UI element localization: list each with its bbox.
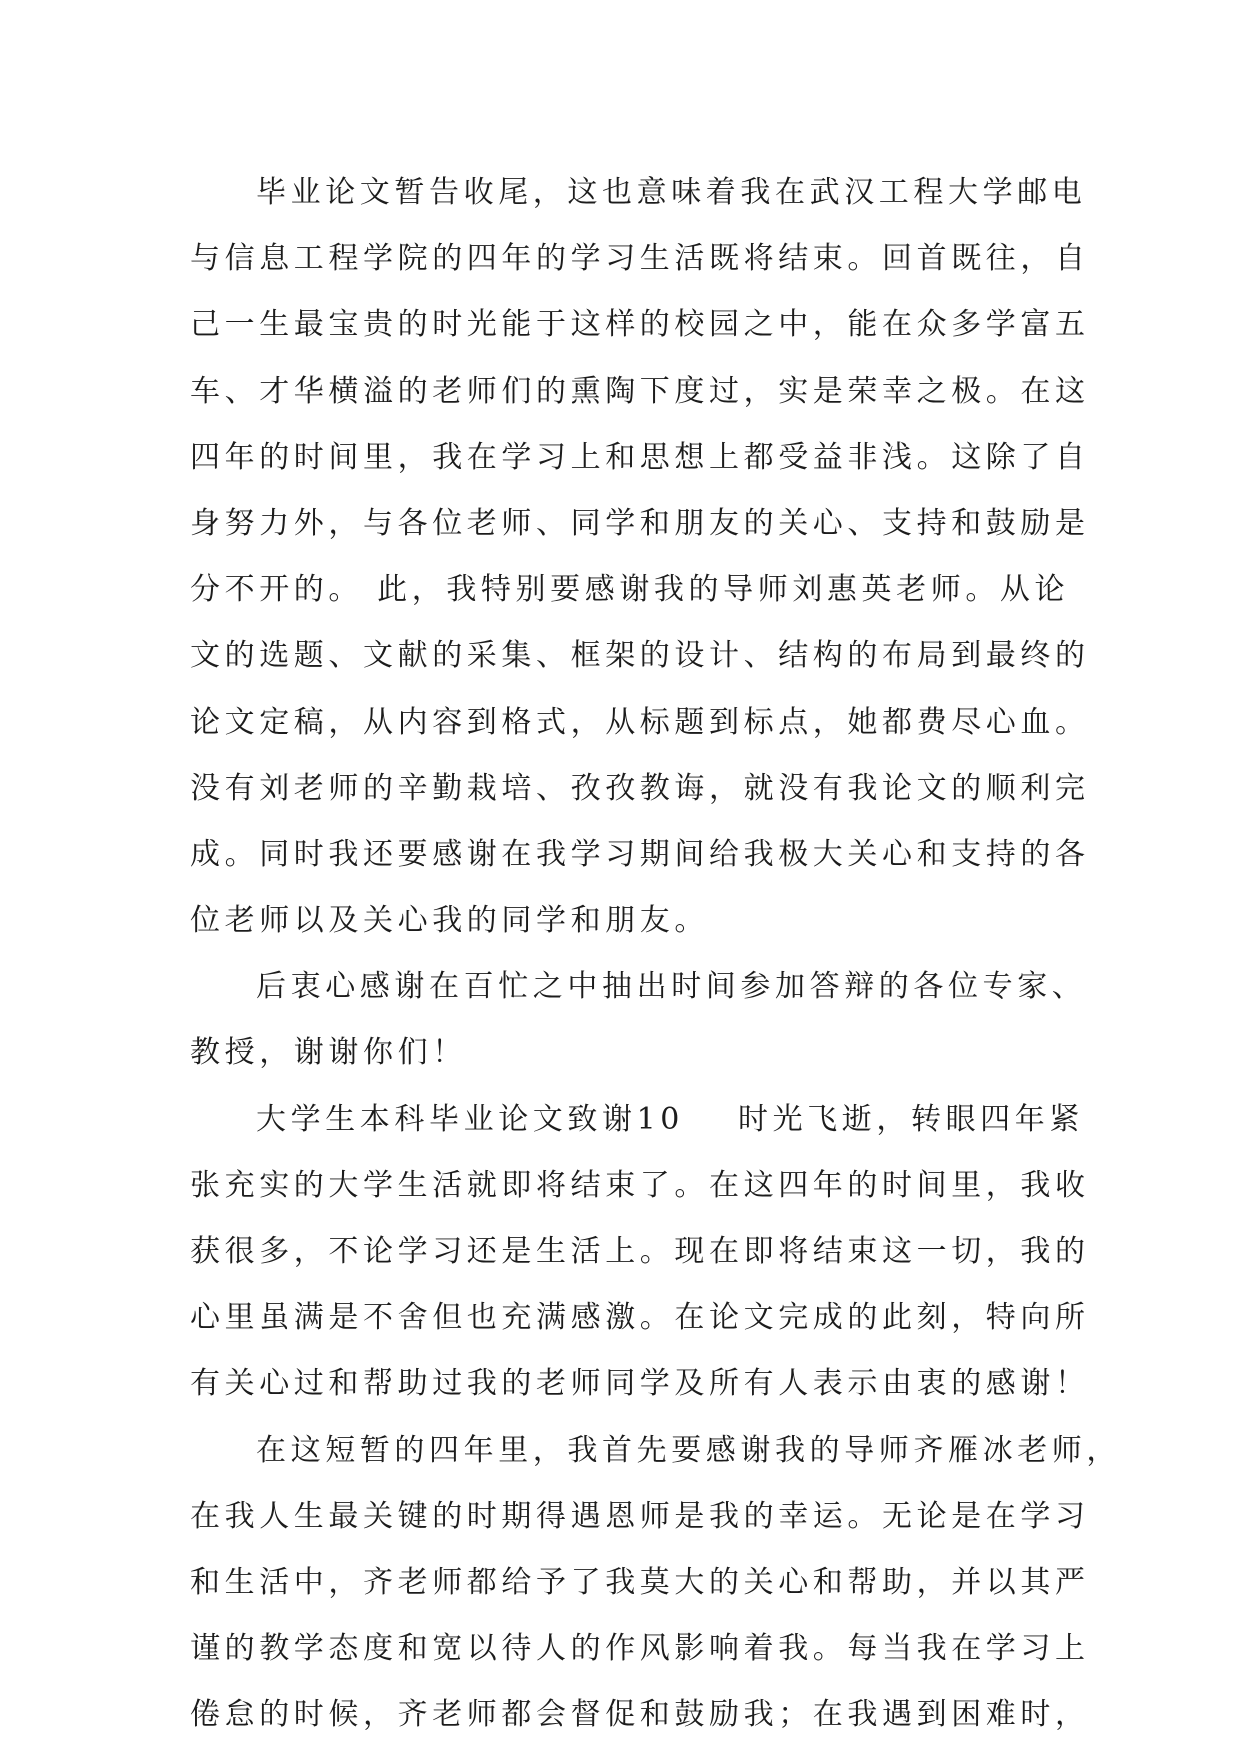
paragraph-line: 谨的教学态度和宽以待人的作风影响着我。每当我在学习上 xyxy=(190,1631,1090,1667)
paragraph-line: 与信息工程学院的四年的学习生活既将结束。回首既往，自 xyxy=(190,241,1090,277)
paragraph-line: 成。同时我还要感谢在我学习期间给我极大关心和支持的各 xyxy=(190,836,1090,872)
paragraph-line: 心里虽满是不舍但也充满感激。在论文完成的此刻，特向所 xyxy=(190,1300,1090,1336)
paragraph-line: 后衷心感谢在百忙之中抽出时间参加答辩的各位专家、 xyxy=(256,969,1087,1005)
paragraph-line: 教授，谢谢你们！ xyxy=(190,1035,467,1071)
paragraph-line: 在我人生最关键的时期得遇恩师是我的幸运。无论是在学习 xyxy=(190,1498,1090,1534)
paragraph-line: 获很多，不论学习还是生活上。现在即将结束这一切，我的 xyxy=(190,1234,1090,1269)
paragraph-line: 有关心过和帮助过我的老师同学及所有人表示由衷的感谢！ xyxy=(190,1366,1090,1402)
paragraph-line: 分不开的。 此，我特别要感谢我的导师刘惠英老师。从论 xyxy=(190,572,1070,608)
paragraph-line: 在这短暂的四年里，我首先要感谢我的导师齐雁冰老师， xyxy=(256,1432,1121,1468)
paragraph-line xyxy=(190,1087,1084,1153)
paragraph-line: 张充实的大学生活就即将结束了。在这四年的时间里，我收 xyxy=(190,1167,1090,1203)
paragraph-line: 毕业论文暂告收尾，这也意味着我在武汉工程大学邮电 xyxy=(256,175,1087,210)
paragraph-line: 车、才华横溢的老师们的熏陶下度过，实是荣幸之极。在这 xyxy=(190,373,1090,409)
section-heading: 大学生本科毕业论文致谢10 xyxy=(256,1101,684,1137)
paragraph-line: 论文定稿，从内容到格式，从标题到标点，她都费尽心血。 xyxy=(190,704,1090,740)
acknowledgement-text xyxy=(190,160,1121,1749)
paragraph-start: 时光飞逝，转眼四年紧 xyxy=(737,1101,1084,1137)
paragraph-line: 和生活中，齐老师都给予了我莫大的关心和帮助，并以其严 xyxy=(190,1564,1090,1600)
paragraph-line: 文的选题、文献的采集、框架的设计、结构的布局到最终的 xyxy=(190,638,1090,674)
paragraph-line: 身努力外，与各位老师、同学和朋友的关心、支持和鼓励是 xyxy=(190,505,1090,541)
paragraph-line: 倦怠的时候，齐老师都会督促和鼓励我；在我遇到困难时， xyxy=(190,1697,1090,1733)
paragraph-line: 四年的时间里，我在学习上和思想上都受益非浅。这除了自 xyxy=(190,439,1090,475)
paragraph-line: 位老师以及关心我的同学和朋友。 xyxy=(190,903,709,939)
paragraph-line: 己一生最宝贵的时光能于这样的校园之中，能在众多学富五 xyxy=(190,307,1090,343)
paragraph-line: 没有刘老师的辛勤栽培、孜孜教诲，就没有我论文的顺利完 xyxy=(190,770,1090,806)
